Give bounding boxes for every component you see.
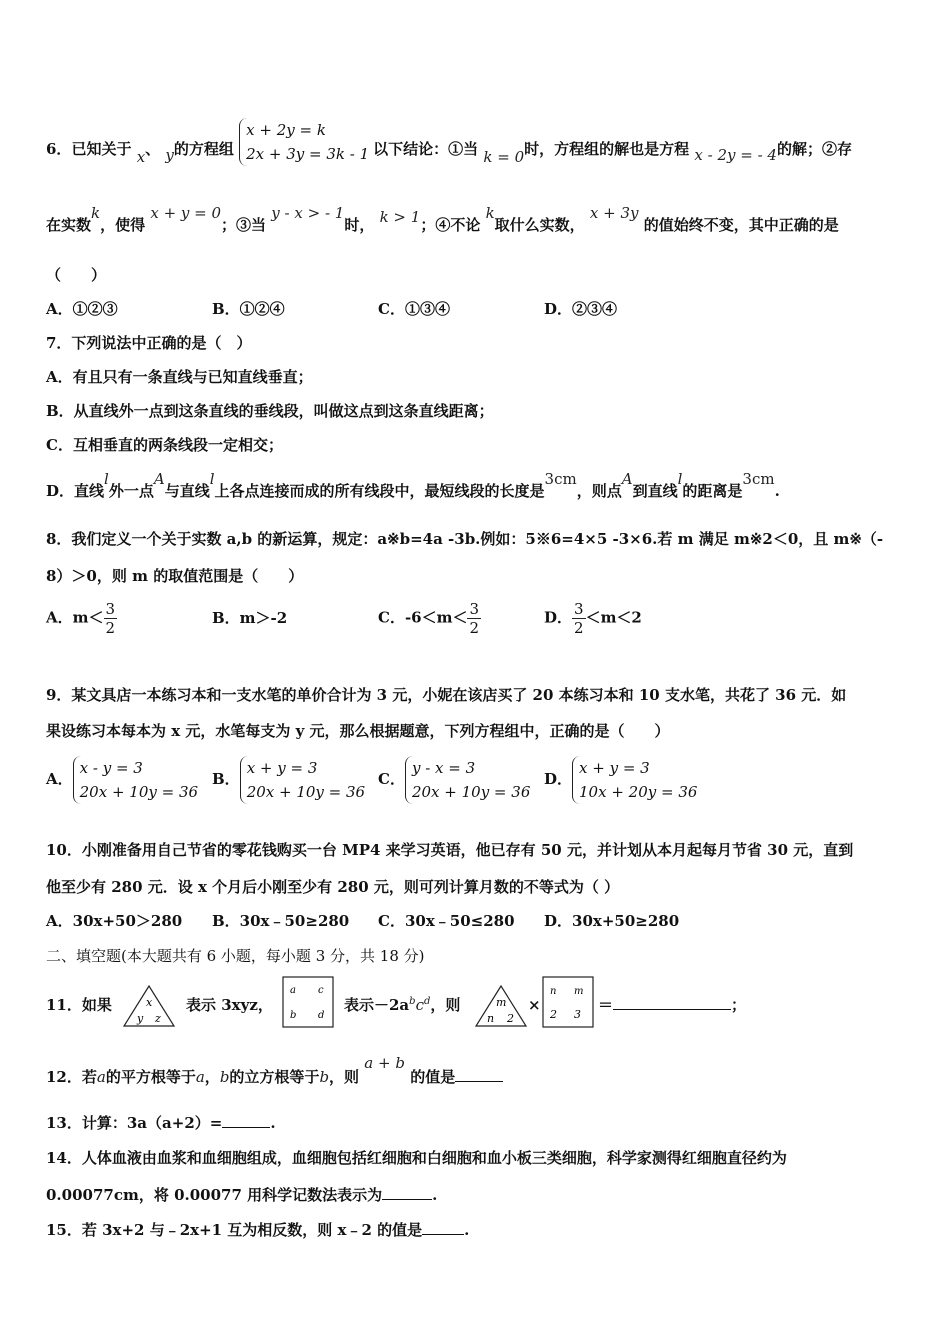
- q8-line1: 8．我们定义一个关于实数 a,b 的新运算，规定：a※b=4a -3b.例如：5※6=4×5 -3×6.若 m 满足 m※2＜0，且 m※（-: [46, 530, 884, 548]
- q11-t3: 表示$-2a^bc^d$，则: [344, 996, 461, 1014]
- q6-option-c[interactable]: C．①③④: [378, 300, 450, 318]
- a-plus-b: a + b: [364, 1054, 405, 1072]
- tri1-right: z: [155, 1012, 161, 1025]
- q6-line1: 6．已知关于 x、 y的方程组 x + 2y = k 2x + 3y = 3k - 1 以下结论：①当 k = 0时，方程组的解也是方程 x - 2y = - 4的解；②存: [46, 126, 852, 174]
- q6-option-d[interactable]: D．②③④: [544, 300, 618, 318]
- triangle-mn2-figure: [474, 984, 528, 1028]
- box2-2: 2: [550, 1008, 557, 1021]
- q11-answer: ＝ ；: [598, 996, 747, 1014]
- triangle-xyz-figure: [122, 984, 176, 1028]
- q6-line2: 在实数k，使得 x + y = 0；③当 y - x > - 1时， k > 1；④不论 k取什么实数， x + 3y 的值始终不变，其中正确的是: [46, 204, 839, 234]
- q11-line: 11．如果: [46, 996, 112, 1014]
- q8-options: [46, 600, 642, 637]
- q8-option-b[interactable]: B．m＞-2: [212, 608, 288, 627]
- fraction-3-2: $\frac{3}{2}$: [574, 600, 584, 637]
- y-minus-x: y - x > - 1: [271, 204, 345, 222]
- q9-option-c[interactable]: C． y - x = 3 20x + 10y = 36: [378, 756, 544, 804]
- q12-line: 12．若a的平方根等于a，b的立方根等于b，则 a + b 的值是: [46, 1066, 503, 1087]
- q9-option-b[interactable]: B． x + y = 3 20x + 10y = 36: [212, 756, 378, 804]
- q14-line1: 14．人体血液由血浆和血细胞组成，血细胞包括红细胞和白细胞和血小板三类细胞，科学家测得红细胞直径约为: [46, 1149, 787, 1167]
- tri2-top: m: [496, 996, 507, 1009]
- box1-a: a: [290, 985, 296, 996]
- q8-line2: 8）＞0，则 m 的取值范围是（ ）: [46, 567, 304, 585]
- q8-option-a[interactable]: A．m＜ $\frac{3}{2}$: [46, 600, 116, 637]
- q8-option-c[interactable]: C．-6＜m＜ $\frac{3}{2}$: [378, 600, 480, 637]
- q10-option-d[interactable]: D．30x+50≥280: [544, 912, 680, 930]
- q6-option-b[interactable]: B．①②④: [212, 300, 285, 318]
- q10-line1: 10．小刚准备用自己节省的零花钱购买一台 MP4 来学习英语，他已存有 50 元，并计划从本月起每月节省 30 元，直到: [46, 841, 854, 859]
- box1-c: c: [318, 985, 324, 996]
- q11-t2: 表示 3xyz，: [186, 996, 273, 1014]
- k-equals-zero: k = 0: [483, 148, 525, 166]
- var-y: y: [165, 146, 174, 164]
- q6-equation-system: x + 2y = k 2x + 3y = 3k - 1: [239, 118, 373, 166]
- q7-option-a[interactable]: A．有且只有一条直线与已知直线垂直；: [46, 368, 313, 386]
- tri2-right: 2: [507, 1012, 514, 1025]
- q7-option-d[interactable]: D．直线l外一点A与直线l上各点连接而成的所有线段中，最短线段的长度是3cm，则点A到直线l的距离是3cm.: [46, 470, 780, 500]
- box2-m: m: [574, 986, 584, 997]
- q6-paren: （ ）: [46, 266, 107, 284]
- q11-answer-blank[interactable]: [613, 1009, 731, 1010]
- q14-answer-blank[interactable]: [382, 1199, 432, 1200]
- box2-n: n: [550, 986, 557, 997]
- box-abcd-figure: [282, 976, 334, 1028]
- q10-line2: 他至少有 280 元．设 x 个月后小刚至少有 280 元，则可列计算月数的不等式为（ ）: [46, 878, 620, 896]
- q9-option-d[interactable]: D． x + y = 3 10x + 20y = 36: [544, 756, 701, 804]
- tri1-top: x: [146, 996, 153, 1009]
- k-gt-1: k > 1: [379, 208, 421, 226]
- box2-3: 3: [574, 1008, 581, 1021]
- q10-option-c[interactable]: C．30x﹣50≤280: [378, 912, 515, 930]
- fraction-3-2: $\frac{3}{2}$: [105, 600, 116, 637]
- box-nm23-figure: [542, 976, 594, 1028]
- q9-line2: 果设练习本每本为 x 元，水笔每支为 y 元，那么根据题意，下列方程组中，正确的是（ ）: [46, 722, 670, 740]
- q7-option-c[interactable]: C．互相垂直的两条线段一定相交；: [46, 436, 283, 454]
- x-plus-3y: x + 3y: [589, 204, 639, 222]
- q10-option-b[interactable]: B．30x﹣50≥280: [212, 912, 350, 930]
- q15-answer-blank[interactable]: [422, 1234, 464, 1235]
- equation-x-2y: x - 2y = - 4: [694, 146, 777, 164]
- tri1-left: y: [137, 1012, 144, 1025]
- q7-option-b[interactable]: B．从直线外一点到这条直线的垂线段，叫做这点到这条直线距离；: [46, 402, 494, 420]
- tri2-left: n: [487, 1012, 495, 1025]
- fraction-3-2: $\frac{3}{2}$: [469, 600, 480, 637]
- q10-options: [46, 910, 679, 931]
- q13-answer-blank[interactable]: [222, 1127, 270, 1128]
- box1-b: b: [290, 1010, 297, 1021]
- q14-line2: 0.00077cm，将 0.00077 用科学记数法表示为 .: [46, 1186, 438, 1204]
- section-2-header: 二、填空题(本大题共有 6 小题，每小题 3 分，共 18 分): [46, 947, 425, 965]
- times-sign: ×: [528, 996, 541, 1014]
- q8-option-d[interactable]: D． $\frac{3}{2}$ ＜m＜2: [544, 600, 642, 637]
- q9-options: [46, 756, 701, 804]
- box1-d: d: [318, 1010, 325, 1021]
- var-x: x: [136, 148, 146, 166]
- q7-stem: 7．下列说法中正确的是（ ）: [46, 334, 252, 352]
- x-plus-y-zero: x + y = 0: [150, 204, 222, 222]
- q13-line: 13．计算：3a（a+2）= .: [46, 1114, 276, 1132]
- q6-option-a[interactable]: A．①②③: [46, 300, 118, 318]
- q6-options: [46, 298, 617, 319]
- q15-line: 15．若 3x+2 与﹣2x+1 互为相反数，则 x﹣2 的值是 .: [46, 1221, 470, 1239]
- q10-option-a[interactable]: A．30x+50＞280: [46, 912, 183, 930]
- q9-option-a[interactable]: A． x - y = 3 20x + 10y = 36: [46, 756, 212, 804]
- q12-answer-blank[interactable]: [455, 1081, 503, 1082]
- q9-line1: 9．某文具店一本练习本和一支水笔的单价合计为 3 元，小妮在该店买了 20 本练习本和 10 支水笔，共花了 36 元．如: [46, 686, 847, 704]
